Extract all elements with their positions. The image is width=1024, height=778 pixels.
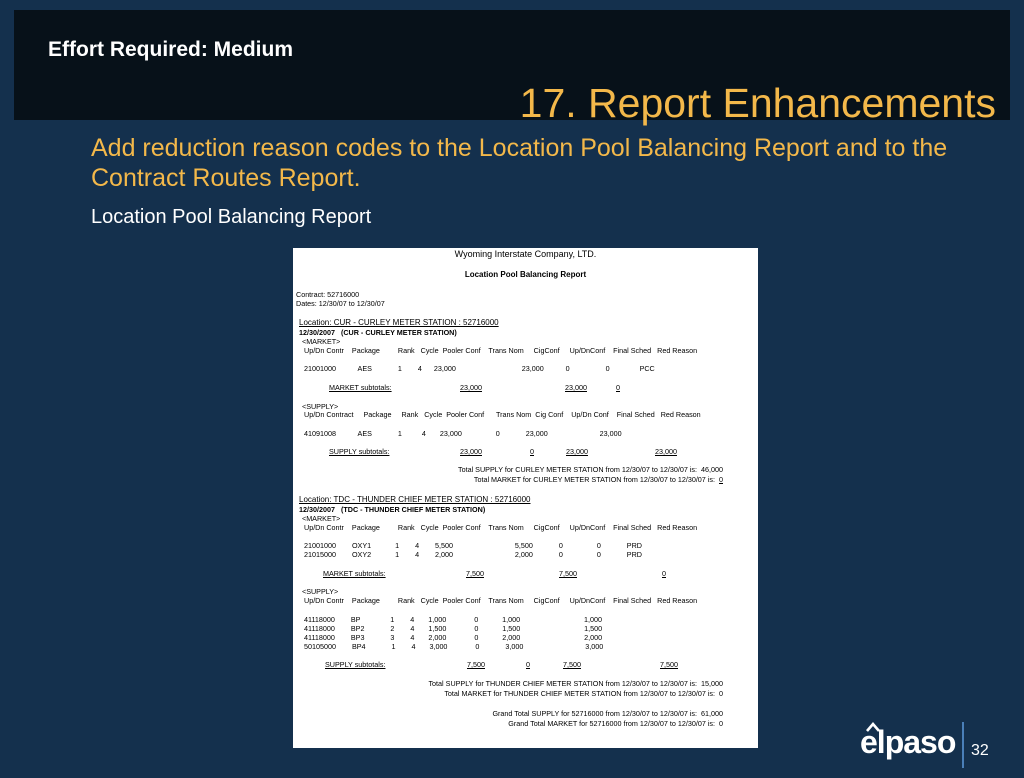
report-image (293, 248, 758, 748)
loc1-market-sub-cig: 23,000 (565, 383, 587, 392)
loc1-supply-header: Up/Dn Contract Package Rank Cycle Pooler Conf Trans Nom Cig Conf Up/Dn Conf Final Sched Red Reason (304, 410, 701, 419)
loc1-market-sub-label: MARKET subtotals: (329, 383, 392, 392)
loc1-market-tag: <MARKET> (302, 337, 341, 346)
loc2-market-sub-final: 0 (662, 569, 666, 578)
loc2-supply-tag: <SUPPLY> (302, 587, 339, 596)
loc2-total-supply: Total SUPPLY for THUNDER CHIEF METER STATION from 12/30/07 to 12/30/07 is: 15,000 (428, 679, 723, 688)
loc2-location: Location: TDC - THUNDER CHIEF METER STATION : 52716000 (299, 495, 531, 504)
loc1-total-market-value: 0 (719, 475, 723, 484)
loc2-market-row: 21015000 OXY2 1 4 2,000 2,000 0 0 PRD (304, 550, 642, 559)
loc2-supply-sub-trans: 0 (526, 660, 530, 669)
loc1-market-sub-pooler: 23,000 (460, 383, 482, 392)
loc2-supply-row: 41118000 BP 1 4 1,000 0 1,000 1,000 (304, 615, 603, 624)
grand-total-supply: Grand Total SUPPLY for 52716000 from 12/30/07 to 12/30/07 is: 61,000 (492, 709, 723, 718)
loc2-market-sub-label: MARKET subtotals: (323, 569, 386, 578)
loc2-supply-sub-cig: 7,500 (563, 660, 581, 669)
report-title: Location Pool Balancing Report (464, 270, 587, 279)
page-number: 32 (971, 742, 989, 759)
loc2-supply-row: 50105000 BP4 1 4 3,000 0 3,000 3,000 (304, 642, 604, 651)
elpaso-logo: elpaso (860, 724, 956, 760)
loc1-total-supply: Total SUPPLY for CURLEY METER STATION from 12/30/07 to 12/30/07 is: 46,000 (458, 465, 723, 474)
loc1-supply-sub-cig: 23,000 (566, 447, 588, 456)
slide-title: 17. Report Enhancements (519, 80, 996, 126)
loc2-market-row: 21001000 OXY1 1 4 5,500 5,500 0 0 PRD (304, 541, 642, 550)
report-subheading: Location Pool Balancing Report (91, 206, 372, 228)
loc1-market-row: 21001000 AES 1 4 23,000 23,000 0 0 PCC (304, 364, 655, 373)
loc2-supply-row: 41118000 BP2 2 4 1,500 0 1,500 1,500 (304, 624, 603, 633)
loc2-supply-sub-pooler: 7,500 (467, 660, 485, 669)
loc2-supply-row: 41118000 BP3 3 4 2,000 0 2,000 2,000 (304, 633, 603, 642)
loc1-location: Location: CUR - CURLEY METER STATION : 52716000 (299, 318, 499, 327)
loc2-market-sub-cig: 7,500 (559, 569, 577, 578)
slide-subtitle: Add reduction reason codes to the Location Pool Balancing Report and to the Contract Routes Report. (91, 134, 948, 192)
loc2-date-line: 12/30/2007 (TDC - THUNDER CHIEF METER STATION) (299, 505, 486, 514)
loc1-supply-sub-trans: 0 (530, 447, 534, 456)
loc2-supply-sub-final: 7,500 (660, 660, 678, 669)
report-dates: Dates: 12/30/07 to 12/30/07 (296, 299, 385, 308)
loc1-total-market (474, 475, 723, 484)
loc1-market-header: Up/Dn Contr Package Rank Cycle Pooler Conf Trans Nom CigConf Up/DnConf Final Sched Red Reason (304, 346, 698, 355)
loc1-date-line: 12/30/2007 (CUR - CURLEY METER STATION) (299, 328, 457, 337)
loc1-total-market-text: Total MARKET for CURLEY METER STATION from 12/30/07 to 12/30/07 is: (473, 475, 719, 484)
loc1-supply-sub-final: 23,000 (655, 447, 677, 456)
loc1-supply-tag: <SUPPLY> (302, 402, 339, 411)
loc2-supply-sub-label: SUPPLY subtotals: (325, 660, 386, 669)
loc1-supply-row: 41091008 AES 1 4 23,000 0 23,000 23,000 (304, 429, 622, 438)
report-company: Wyoming Interstate Company, LTD. (454, 249, 597, 259)
loc2-market-tag: <MARKET> (302, 514, 341, 523)
footer-divider (962, 722, 964, 768)
report-contract: Contract: 52716000 (296, 290, 360, 299)
loc1-market-sub-updn: 0 (616, 383, 620, 392)
loc1-supply-sub-label: SUPPLY subtotals: (329, 447, 390, 456)
loc1-supply-sub-pooler: 23,000 (460, 447, 482, 456)
loc2-supply-header: Up/Dn Contr Package Rank Cycle Pooler Conf Trans Nom CigConf Up/DnConf Final Sched Red Reason (304, 596, 698, 605)
loc2-market-sub-pooler: 7,500 (466, 569, 484, 578)
loc2-market-header: Up/Dn Contr Package Rank Cycle Pooler Conf Trans Nom CigConf Up/DnConf Final Sched Red Reason (304, 523, 698, 532)
grand-total-market: Grand Total MARKET for 52716000 from 12/30/07 to 12/30/07 is: 0 (508, 719, 723, 728)
effort-label: Effort Required: Medium (48, 38, 293, 61)
loc2-total-market: Total MARKET for THUNDER CHIEF METER STATION from 12/30/07 to 12/30/07 is: 0 (444, 689, 723, 698)
